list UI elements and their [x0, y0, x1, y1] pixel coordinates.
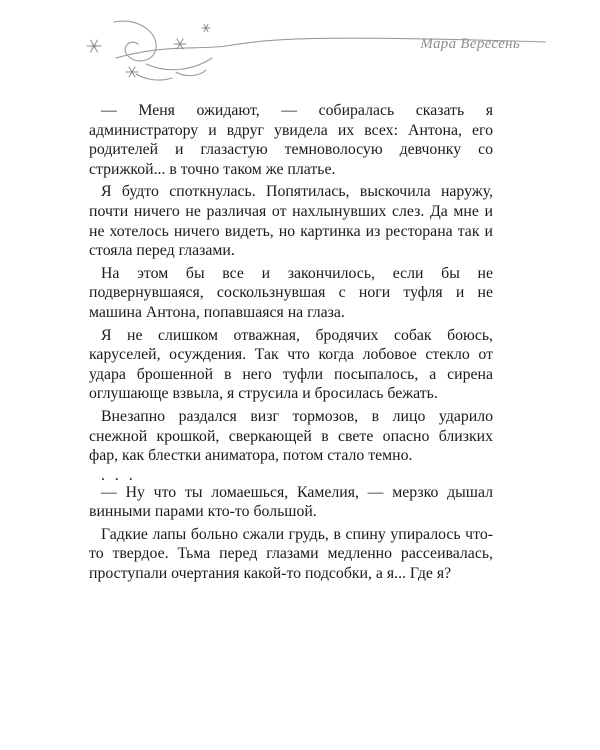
paragraph: Я будто споткнулась. Попятилась, выскочила наружу, почти ничего не различая от нахлынувших слез. Да мне и не хотелось ничего видеть, но картинка из ресторана так и стояла перед глазами. — [89, 183, 493, 260]
header-author-name: Мара Вересень — [420, 36, 520, 52]
scene-separator: . . . — [101, 466, 136, 484]
paragraph: Внезапно раздался визг тормозов, в лицо ударило снежной крошкой, сверкающей в свете опасно близких фар, как блестки аниматора, потом стало темно. — [89, 407, 493, 465]
running-header — [76, 14, 546, 86]
paragraph: Гадкие лапы больно сжали грудь, в спину упиралось что-то твердое. Тьма перед глазами медленно рассеивалась, проступали очертания какой-то подсобки, а я... Где я? — [89, 525, 493, 583]
body-text — [89, 101, 493, 584]
paragraph: — Ну что ты ломаешься, Камелия, — мерзко дышал винными парами кто-то большой. — [89, 483, 493, 521]
paragraph: — Меня ожидают, — собиралась сказать я администратору и вдруг увидела их всех: Антона, его родителей и глазастую темноволосую девчонку со стрижкой... в точно таком же платье. — [89, 102, 493, 178]
paragraph: Я не слишком отважная, бродячих собак боюсь, каруселей, осуждения. Так что когда лобовое стекло от удара брошенной в него туфли посыпалось, а сирена оглушающе взвыла, я струсила и бросилась бежать. — [89, 326, 493, 403]
paragraph: На этом бы все и закончилось, если бы не подвернувшаяся, соскользнувшая с ноги туфля и не машина Антона, попавшаяся на глаза. — [89, 264, 493, 321]
